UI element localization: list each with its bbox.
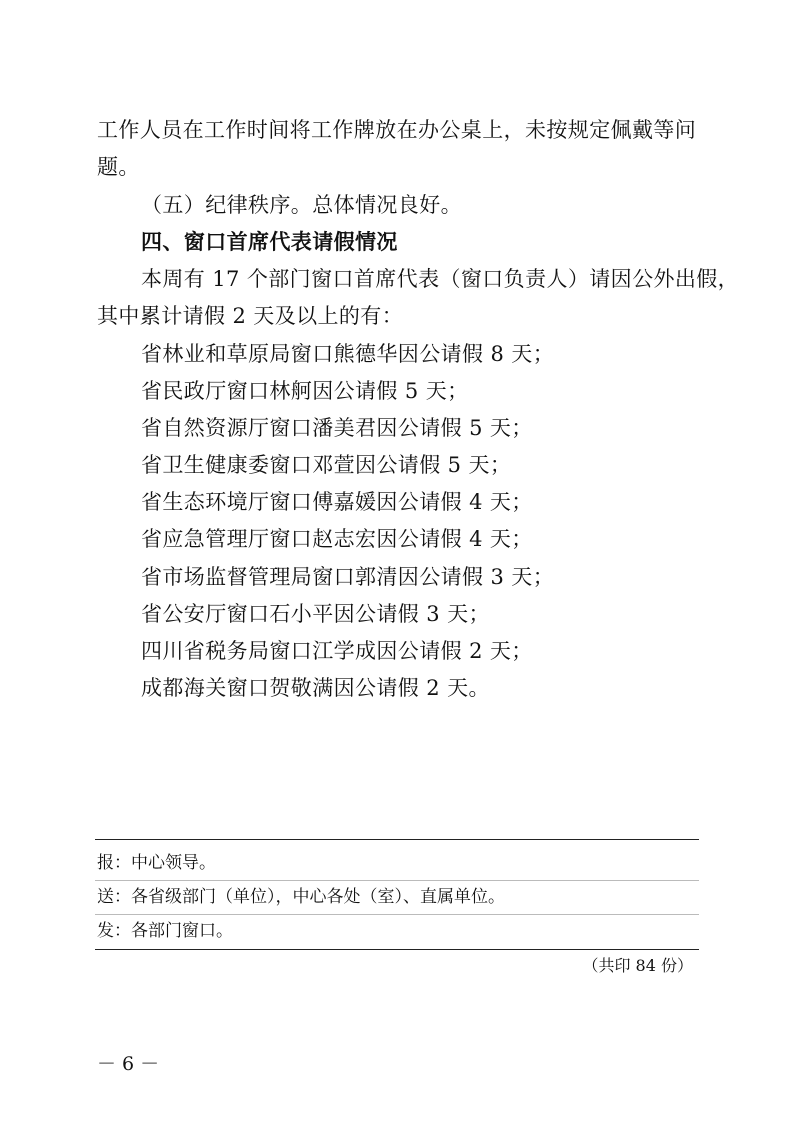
- footer-top-rule: [95, 839, 699, 840]
- body-line-2: 题。: [97, 155, 140, 179]
- section-heading: 四、窗口首席代表请假情况: [141, 230, 398, 254]
- leave-item: 省林业和草原局窗口熊德华因公请假 8 天；: [141, 342, 555, 366]
- issue-to-line: 发：各部门窗口。: [97, 921, 233, 941]
- intro-line-1: 本周有 17 个部门窗口首席代表（窗口负责人）请因公外出假，: [141, 267, 740, 291]
- leave-item: 省民政厅窗口林舸因公请假 5 天；: [141, 379, 469, 403]
- leave-item: 省卫生健康委窗口邓萱因公请假 5 天；: [141, 453, 512, 477]
- send-to-line: 送：各省级部门（单位），中心各处（室）、直属单位。: [97, 887, 505, 907]
- leave-item: 省自然资源厅窗口潘美君因公请假 5 天；: [141, 416, 533, 440]
- body-line-1: 工作人员在工作时间将工作牌放在办公桌上，未按规定佩戴等问: [97, 118, 697, 142]
- report-to-line: 报：中心领导。: [97, 853, 216, 873]
- leave-item: 省应急管理厅窗口赵志宏因公请假 4 天；: [141, 527, 533, 551]
- leave-item: 成都海关窗口贺敬满因公请假 2 天。: [141, 676, 490, 700]
- footer-bottom-rule: [95, 949, 699, 950]
- footer-divider-2: [95, 914, 699, 915]
- discipline-paragraph: （五）纪律秩序。总体情况良好。: [141, 193, 462, 217]
- footer-divider-1: [95, 880, 699, 881]
- copies-count: （共印 84 份）: [582, 956, 693, 975]
- leave-item: 省生态环境厅窗口傅嘉媛因公请假 4 天；: [141, 490, 533, 514]
- leave-item: 四川省税务局窗口江学成因公请假 2 天；: [141, 639, 533, 663]
- leave-item: 省市场监督管理局窗口郭清因公请假 3 天；: [141, 565, 555, 589]
- intro-line-2: 其中累计请假 2 天及以上的有：: [97, 304, 404, 328]
- page-number: － 6 －: [97, 1053, 160, 1075]
- leave-item: 省公安厅窗口石小平因公请假 3 天；: [141, 602, 490, 626]
